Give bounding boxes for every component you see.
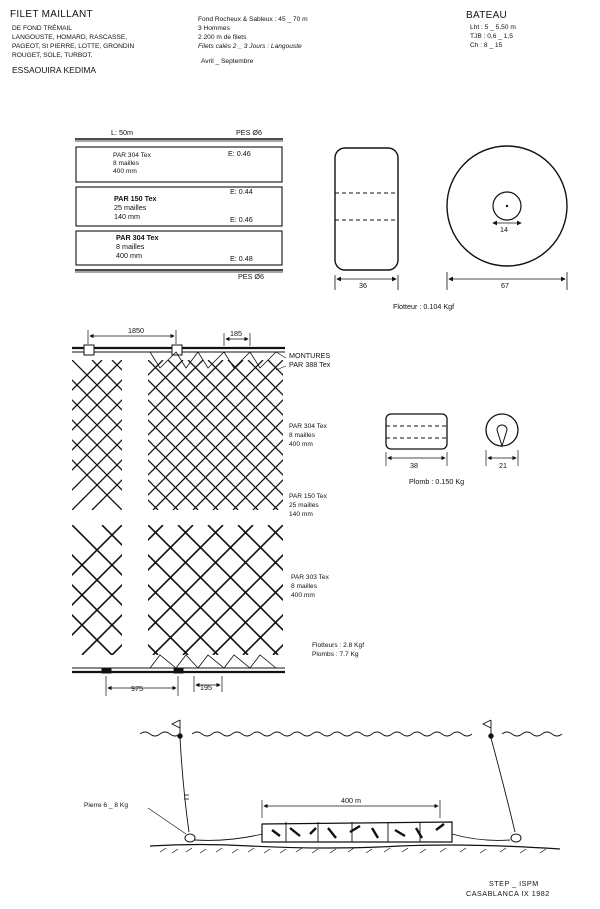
- montures-label: MONTURES: [289, 351, 331, 360]
- author-label: STEP _ ISPM: [489, 879, 539, 888]
- boat-title: BATEAU: [466, 10, 508, 21]
- deployment-diagram: [140, 720, 562, 853]
- hanging-spacing-dim: 185: [230, 329, 242, 338]
- panel1-meshes: 8 mailles: [113, 160, 140, 167]
- location-label: ESSAOUIRA KEDIMA: [12, 65, 97, 75]
- boat-tonnage: TJB : 0,6 _ 1,5: [470, 33, 513, 40]
- panel1-hanging-ratio: E: 0.46: [228, 149, 251, 158]
- float-drawing: [335, 146, 567, 290]
- left-buoy-line: [180, 738, 189, 832]
- middle-mesh-size: 140 mm: [289, 511, 313, 518]
- left-buoy: [178, 734, 182, 738]
- net-length-total: 2 200 m de filets: [198, 34, 247, 41]
- panel1-mesh-size: 400 mm: [113, 168, 137, 175]
- float-width-dim: 36: [359, 281, 367, 290]
- panel3-mesh-size: 400 mm: [116, 251, 142, 260]
- pes-top-label: PES Ø6: [236, 128, 262, 137]
- middle-mesh-count: 25 mailles: [289, 502, 319, 509]
- lower-mesh-material: PAR 303 Tex: [291, 574, 329, 581]
- panel2-hanging-ratio-bottom: E: 0.46: [230, 215, 253, 224]
- gear-subtitle: DE FOND TRÉMAIL: [12, 25, 72, 32]
- panel2-hanging-ratio-top: E: 0.44: [230, 187, 253, 196]
- montures-material: PAR 388 Tex: [289, 360, 331, 369]
- seabed-depth: Fond Rocheux & Sableux : 45 _ 70 m: [198, 16, 308, 23]
- lower-mesh-count: 8 mailles: [291, 583, 318, 590]
- gear-title: FILET MAILLANT: [10, 9, 93, 20]
- target-species-3: ROUGET, SOLE, TURBOT.: [12, 52, 93, 59]
- sinker-drawing: [386, 414, 518, 466]
- boat-length: Lht : 5 _ 5,50 m: [470, 24, 516, 31]
- panel3-material: PAR 304 Tex: [116, 233, 159, 242]
- upper-mesh-count: 8 mailles: [289, 432, 316, 439]
- panel2-meshes: 25 mailles: [114, 203, 147, 212]
- right-buoy-line: [491, 738, 515, 832]
- panel3-hanging-ratio: E: 0.48: [230, 254, 253, 263]
- total-sinker-weight: Plombs : 7.7 Kg: [312, 651, 359, 658]
- panel1-material: PAR 304 Tex: [113, 152, 151, 159]
- sinker-diameter-dim: 21: [499, 461, 507, 470]
- sinker-side-view: [386, 414, 447, 449]
- middle-mesh-material: PAR 150 Tex: [289, 493, 327, 500]
- right-buoy: [489, 734, 493, 738]
- crew-count: 3 Hommes: [198, 25, 230, 32]
- sinker-weight: Plomb : 0.150 Kg: [409, 477, 465, 486]
- right-anchor-stone: [511, 834, 521, 842]
- anchor-stone-label: Pierre 6 _ 8 Kg: [84, 802, 128, 809]
- season: Avril _ Septembre: [201, 58, 254, 65]
- float-side-view: [335, 148, 398, 270]
- place-date-label: CASABLANCA IX 1982: [466, 889, 550, 898]
- upper-mesh-material: PAR 304 Tex: [289, 423, 327, 430]
- soak-time: Filets calés 2 _ 3 Jours : Langouste: [198, 43, 302, 50]
- net-set-length: 400 m: [341, 796, 361, 805]
- float-diameter-dim: 67: [501, 281, 509, 290]
- sinker-spacing-dim: 975: [131, 684, 143, 693]
- boat-horsepower: Ch : 8 _ 15: [470, 42, 503, 49]
- set-net: [262, 822, 452, 842]
- sea-surface: [140, 732, 562, 736]
- panel2-mesh-size: 140 mm: [114, 212, 140, 221]
- sinker-length-dim: 38: [410, 461, 418, 470]
- net-length-label: L: 50m: [111, 128, 133, 137]
- pes-bottom-label: PES Ø6: [238, 272, 264, 281]
- left-anchor-stone: [185, 834, 195, 842]
- lower-mesh-size: 400 mm: [291, 592, 315, 599]
- upper-mesh-size: 400 mm: [289, 441, 313, 448]
- float-hole-dim: 14: [500, 225, 508, 234]
- panel3-meshes: 8 mailles: [116, 242, 145, 251]
- float-spacing-dim: 1850: [128, 326, 144, 335]
- target-species-1: LANGOUSTE, HOMARD, RASCASSE,: [12, 34, 128, 41]
- bottom-hanging-spacing-dim: 195: [200, 683, 212, 692]
- net-panel-schematic: [75, 139, 283, 272]
- sinker-face-view: [486, 414, 518, 446]
- panel2-material: PAR 150 Tex: [114, 194, 157, 203]
- float-buoyancy: Flotteur : 0.104 Kgf: [393, 302, 455, 311]
- target-species-2: PAGEOT, St PIERRE, LOTTE, GRONDIN: [12, 43, 135, 50]
- seabed: [150, 845, 560, 850]
- total-float-buoyancy: Flotteurs : 2.8 Kgf: [312, 642, 365, 649]
- upper-panel: [76, 147, 282, 182]
